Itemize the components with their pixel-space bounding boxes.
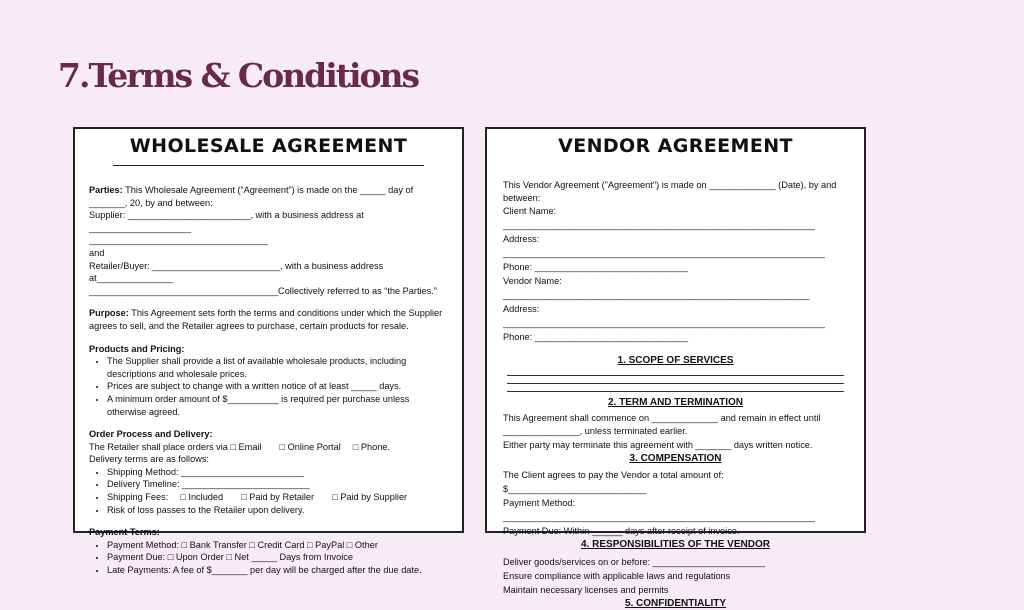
responsibility-line-3: Maintain necessary licenses and permits (503, 584, 669, 595)
products-pricing-label: Products and Pricing: (89, 343, 185, 354)
retailer-line: Retailer/Buyer: _________________________, with a business address at_______________ (89, 260, 384, 284)
section-responsibilities: 4. RESPONSIBILITIES OF THE VENDOR (581, 538, 770, 550)
section-term-and-termination: 2. TERM AND TERMINATION (608, 397, 743, 409)
compensation-line-3: Payment Due: Within ______ days after receipt of invoice. (503, 525, 740, 536)
vendor-agreement-document (485, 127, 866, 609)
products-list (89, 355, 448, 418)
shipping-fees-label: Shipping Fees: (107, 492, 169, 503)
vendor-agreement-heading: VENDOR AGREEMENT (558, 135, 793, 157)
order-channel-line (89, 441, 448, 454)
online-portal-checkbox-option: □ Online Portal (279, 441, 341, 452)
vendor-address-line: Address: _______________________________________________________________ (503, 304, 825, 329)
list-item: • A minimum order amount of $__________ is required per purchase unless otherwise agreed. (107, 393, 448, 418)
supplier-line: Supplier: ________________________, with a business address at ____________________ (89, 210, 364, 233)
vendor-phone-line: Phone: ______________________________ (503, 332, 688, 343)
vendor-intro-line-1: This Vendor Agreement ("Agreement") is made on _____________ (Date), by and (503, 180, 837, 190)
slide-title: 7.Terms & Conditions (58, 56, 419, 95)
scope-blank-lines (503, 367, 848, 392)
list-item: • Payment Method: □ Bank Transfer □ Credit Card □ PayPal □ Other (107, 539, 448, 552)
supplier-address-line: ___________________________________ (89, 235, 268, 246)
client-address-line: Address: _______________________________________________________________ (503, 234, 825, 259)
list-item: • Delivery Timeline: _________________________ (107, 478, 448, 491)
client-name-line: Client Name: _____________________________________________________________ (503, 206, 815, 231)
wholesale-agreement-document (73, 127, 464, 576)
purpose-line-2: agrees to sell, and the Retailer agrees to purchase, certain products for resale. (89, 320, 409, 331)
parties-line-2: _______, 20, by and between: (89, 197, 213, 208)
parties-text-1: This Wholesale Agreement (“Agreement”) is made on the _____ day of (122, 185, 414, 195)
list-item: • The Supplier shall provide a list of available wholesale products, including descriptions and wholesale prices. (107, 355, 448, 380)
delivery-list (89, 466, 448, 516)
list-item: • Risk of loss passes to the Retailer upon delivery. (107, 504, 448, 517)
wholesale-agreement-heading: WHOLESALE AGREEMENT (129, 135, 408, 157)
payment-list (89, 539, 448, 577)
section-compensation: 3. COMPENSATION (629, 452, 722, 464)
collectively-line: _____________________________________Collectively referred to as “the Parties.” (89, 285, 437, 296)
order-channel-text: The Retailer shall place orders via (89, 441, 231, 452)
blank-line (507, 383, 844, 384)
section-confidentiality: 5. CONFIDENTIALITY (624, 597, 727, 609)
payment-terms-label: Payment Terms: (89, 527, 160, 538)
purpose-line-1 (89, 307, 448, 320)
responsibility-line-2: Ensure compliance with applicable laws and regulations (503, 570, 731, 581)
order-process-label: Order Process and Delivery: (89, 429, 213, 440)
list-item: • Shipping Method: ________________________ (107, 466, 448, 479)
section-scope-of-services: 1. SCOPE OF SERVICES (617, 355, 734, 367)
vendor-name-line: Vendor Name: ____________________________________________________________ (503, 276, 810, 301)
list-item: • Late Payments: A fee of $_______ per day will be charged after the due date. (107, 564, 448, 577)
delivery-terms-line: Delivery terms are as follows: (89, 454, 209, 465)
phone-checkbox-option: □ Phone. (352, 441, 390, 452)
compensation-line-1: The Client agrees to pay the Vendor a total amount of: $___________________________ (503, 469, 724, 494)
compensation-line-2: Payment Method: _____________________________________________________________ (503, 497, 815, 522)
list-item: • Payment Due: □ Upon Order □ Net _____ Days from Invoice (107, 551, 448, 564)
email-checkbox-option: □ Email (230, 441, 262, 452)
list-item: • Prices are subject to change with a written notice of at least _____ days. (107, 380, 448, 393)
vendor-intro-line-2: between: (503, 192, 541, 203)
fee-option-retailer: □ Paid by Retailer (241, 492, 315, 503)
parties-line-1 (89, 184, 448, 197)
blank-line (507, 375, 844, 376)
purpose-text-1: This Agreement sets forth the terms and conditions under which the Supplier (128, 308, 443, 319)
purpose-label: Purpose: (89, 308, 129, 319)
client-phone-line: Phone: ______________________________ (503, 262, 688, 273)
list-item (107, 491, 448, 504)
term-line-3: Either party may terminate this agreement with _______ days written notice. (503, 440, 813, 451)
parties-label: Parties: (89, 185, 123, 195)
fee-option-included: □ Included (180, 492, 224, 503)
fee-option-supplier: □ Paid by Supplier (332, 492, 408, 503)
responsibility-line-1: Deliver goods/services on or before: ______________________ (503, 556, 766, 567)
and-line: and (89, 247, 105, 258)
term-line-1: This Agreement shall commence on _____________ and remain in effect until (503, 413, 821, 424)
term-line-2: _______________, unless terminated earlier. (503, 425, 688, 436)
